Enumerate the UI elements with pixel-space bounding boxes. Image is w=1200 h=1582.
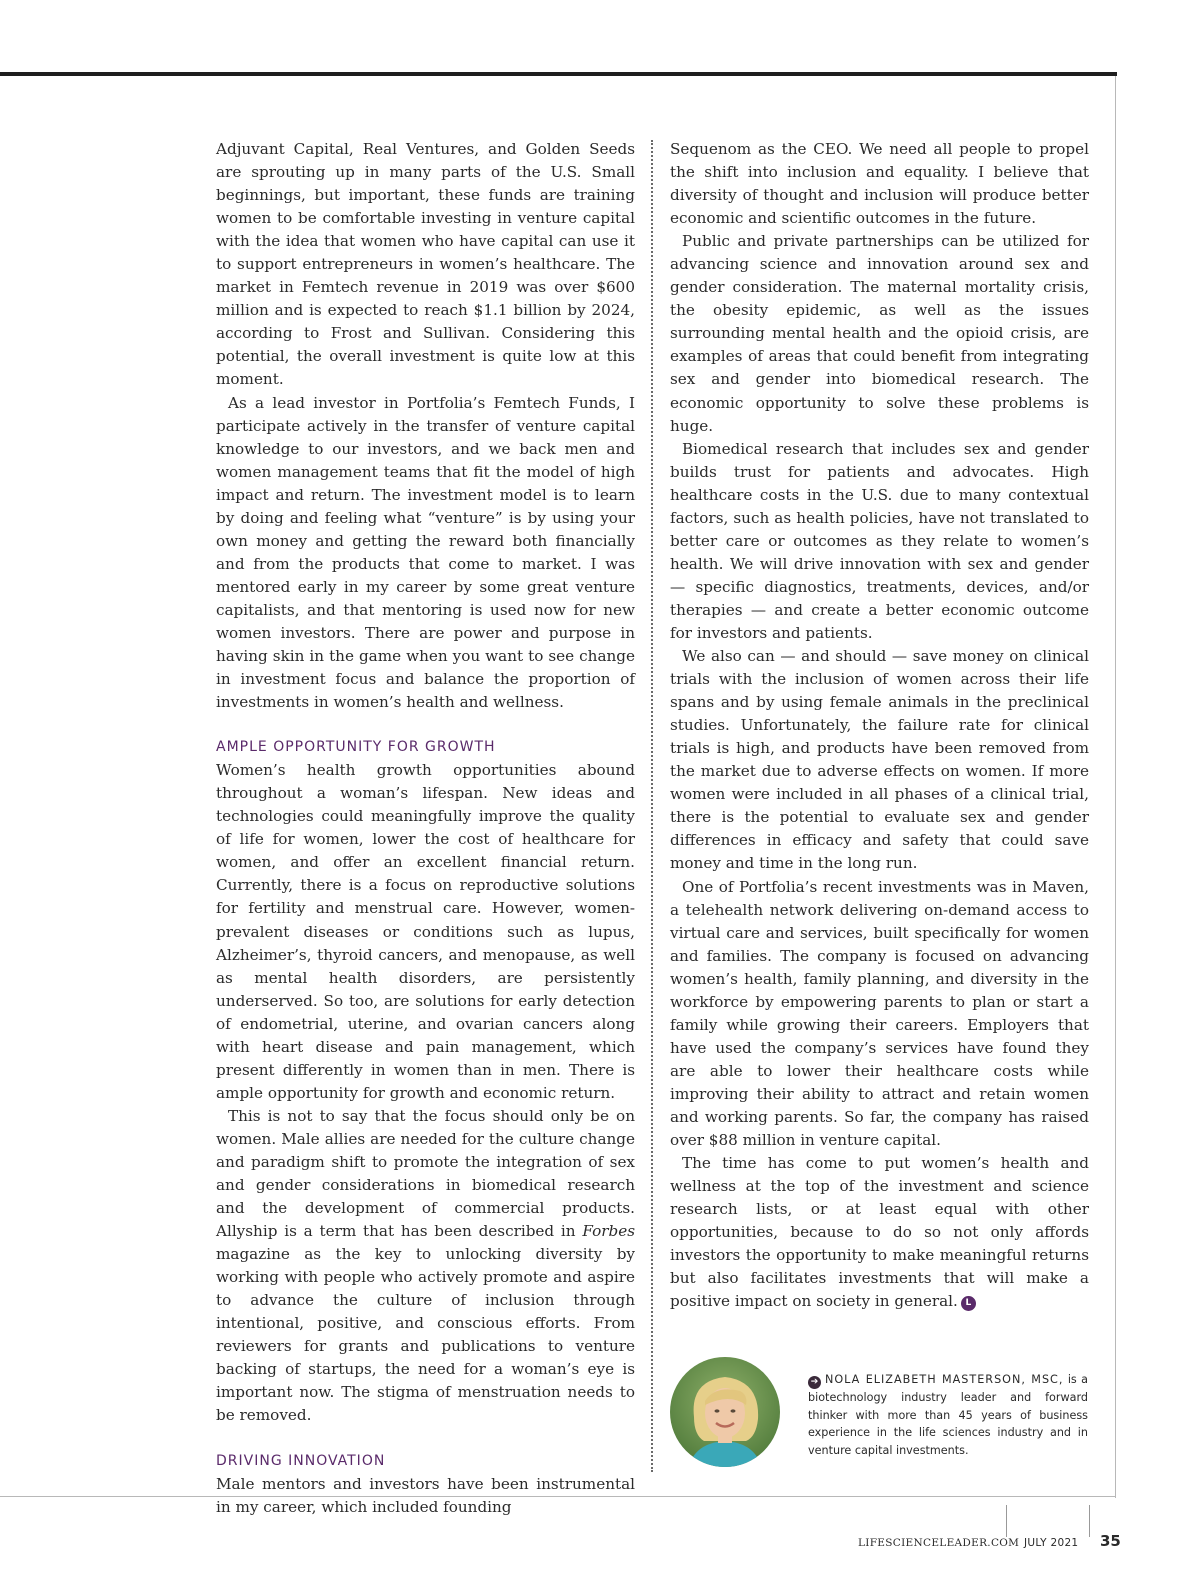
top-rule (0, 72, 1117, 76)
author-name: NOLA ELIZABETH MASTERSON, MSC, (825, 1373, 1064, 1386)
left-paragraph-4-part-b: magazine as the key to unlocking diversity by working with people who actively promote and aspire to advance the culture of inclusion through intentional, positive, and conscious efforts. From reviewers for grants and publications to venture backing of startups, the need for a woman’s eye is important now. The stigma of menstruation needs to be removed. (216, 1245, 635, 1425)
author-bio-text: is a biotechnology industry leader and forward thinker with more than 45 years of business experience in the life sciences industry and in venture capital investments. (808, 1373, 1089, 1457)
right-paragraph-6-text: The time has come to put women’s health and wellness at the top of the investment and science research lists, or at least equal with other opportunities, because to do so not only affords investors the opportunity to make meaningful returns but also facilitates investments that will make a positive impact on society in general. (670, 1154, 1089, 1311)
footer-site: LIFESCIENCELEADER.COM (858, 1537, 1020, 1549)
left-paragraph-2: As a lead investor in Portfolia’s Femtech Funds, I participate actively in the transfer of venture capital knowledge to our investors, and we back men and women management teams that fit the model of high impact and return. The investment model is to learn by doing and feeling what “venture” is by using your own money and getting the reward both financially and from the products that come to market. I was mentored early in my career by some great venture capitalists, and that mentoring is used now for new women investors. There are power and purpose in having skin in the game when you want to see change in investment focus and balance the proportion of investments in women’s health and wellness. (216, 393, 635, 712)
footer-date: JULY 2021 (1024, 1537, 1079, 1549)
left-column (216, 138, 635, 1519)
right-paragraph-2: Public and private partnerships can be utilized for advancing science and innovation around sex and gender consideration. The maternal mortality crisis, the obesity epidemic, as well as the issues surrounding mental health and the opioid crisis, are examples of areas that could benefit from integrating sex and gender into biomedical research. The economic opportunity to solve these problems is huge. (670, 232, 1089, 435)
right-margin-rule (1115, 76, 1116, 1498)
right-column (670, 138, 1089, 1313)
section-heading-driving-innovation: DRIVING INNOVATION (216, 1452, 386, 1469)
section-heading-ample-opportunity: AMPLE OPPORTUNITY FOR GROWTH (216, 739, 496, 756)
right-paragraph-5: One of Portfolia’s recent investments was in Maven, a telehealth network delivering on-demand access to virtual care and services, built specifically for women and families. The company is focused on advancing women’s health, family planning, and diversity in the workforce by empowering parents to plan or start a family while growing their careers. Employers that have used the company’s services have found they are able to lower their healthcare costs while improving their ability to attract and retain women and working parents. So far, the company has raised over $88 million in venture capital. (670, 877, 1089, 1150)
right-paragraph-3: Biomedical research that includes sex and gender builds trust for patients and advocates. High healthcare costs in the U.S. due to many contextual factors, such as health policies, have not translated to better care or outcomes as they relate to women’s health. We will drive innovation with sex and gender — specific diagnostics, treatments, devices, and/or therapies — and create a better economic outcome for investors and patients. (670, 439, 1089, 642)
right-paragraph-4: We also can — and should — save money on clinical trials with the inclusion of women across their life spans and by using female animals in the preclinical studies. Unfortunately, the failure rate for clinical trials is high, and products have been removed from the market due to adverse effects on women. If more women were included in all phases of a clinical trial, there is the potential to evaluate sex and gender differences in efficacy and safety that could save money and time in the long run. (670, 647, 1089, 873)
left-paragraph-4-part-a: This is not to say that the focus should only be on women. Male allies are needed for the culture change and paradigm shift to promote the integration of sex and gender considerations in biomedical research and the development of commercial products. Allyship is a term that has been described in (216, 1106, 635, 1241)
left-paragraph-5: Male mentors and investors have been instrumental in my career, which included founding (216, 1474, 635, 1516)
footer-separator (1089, 1505, 1090, 1537)
right-paragraph-1: Sequenom as the CEO. We need all people to propel the shift into inclusion and equality. I believe that diversity of thought and inclusion will produce better economic and scientific outcomes in the future. (670, 140, 1089, 228)
left-paragraph-4 (216, 1105, 635, 1428)
left-paragraph-1: Adjuvant Capital, Real Ventures, and Golden Seeds are sprouting up in many parts of the U.S. Small beginnings, but important, these funds are training women to be comfortable investing in venture capital with the idea that women who have capital can use it to support entrepreneurs in women’s healthcare. The market in Femtech revenue in 2019 was over $600 million and is expected to reach $1.1 billion by 2024, according to Frost and Sullivan. Considering this potential, the overall investment is quite low at this moment. (216, 140, 635, 389)
author-photo (670, 1357, 780, 1467)
author-photo-illustration (670, 1357, 780, 1467)
left-paragraph-3: Women’s health growth opportunities abound throughout a woman’s lifespan. New ideas and technologies could meaningfully improve the quality of life for women, lower the cost of healthcare for women, and offer an excellent financial return. Currently, there is a focus on reproductive solutions for fertility and menstrual care. However, women-prevalent diseases or conditions such as lupus, Alzheimer’s, thyroid cancers, and menopause, as well as mental health disorders, are persistently underserved. So too, are solutions for early detection of endometrial, uterine, and ovarian cancers along with heart disease and pain management, which present differently in women than in men. There is ample opportunity for growth and economic return. (216, 761, 635, 1102)
column-divider (651, 140, 653, 1472)
forbes-italic: Forbes (582, 1222, 635, 1241)
footer-separator (1006, 1505, 1007, 1537)
page-number: 35 (1100, 1532, 1121, 1550)
end-mark-icon: L (961, 1296, 976, 1311)
author-bio (808, 1371, 1088, 1459)
arrow-right-icon: ➔ (808, 1376, 821, 1389)
right-paragraph-6 (670, 1152, 1089, 1313)
